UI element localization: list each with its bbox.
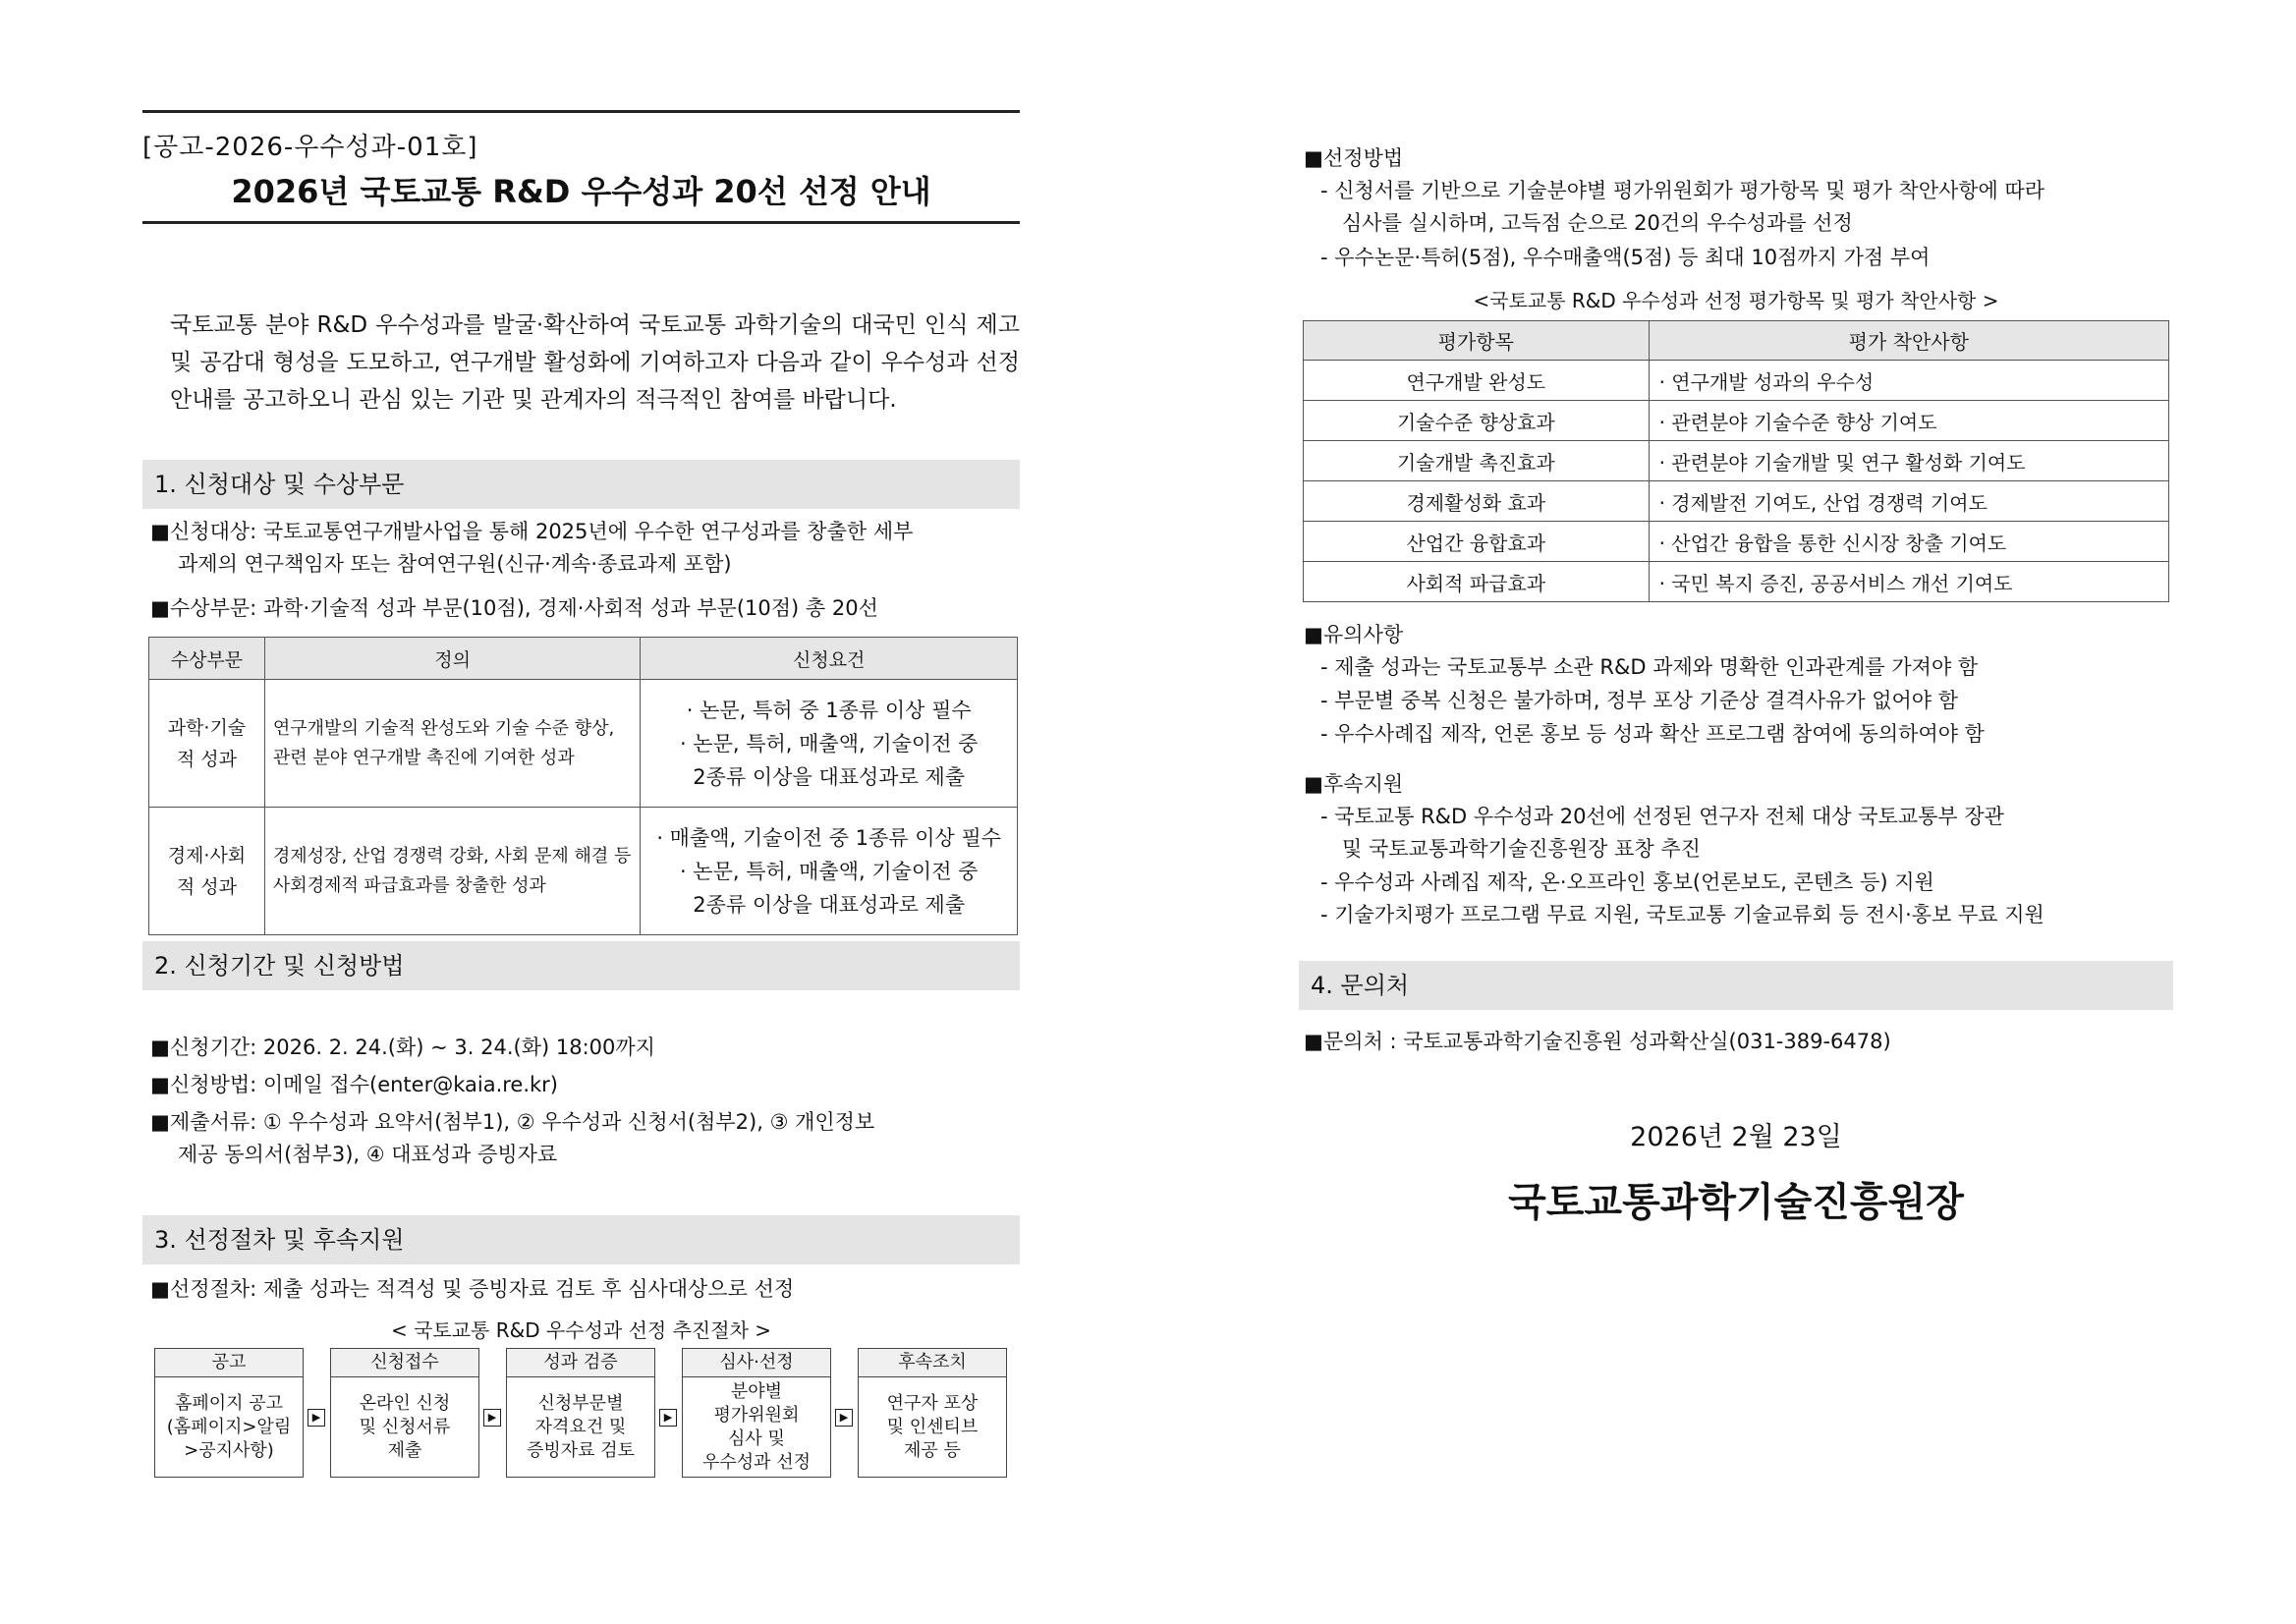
- table-row: [149, 808, 1018, 935]
- table-header-row: [1304, 321, 2169, 361]
- page-title: 2026년 국토교통 R&D 우수성과 20선 선정 안내: [231, 173, 931, 210]
- flow-step: 공고 홈페이지 공고 (홈페이지>알림 >공지사항): [154, 1348, 304, 1478]
- bullet-icon: ■: [1304, 623, 1323, 646]
- flow-step: 신청접수 온라인 신청 및 신청서류 제출: [330, 1348, 479, 1478]
- table-row: 사회적 파급효과 · 국민 복지 증진, 공공서비스 개선 기여도: [1304, 562, 2169, 602]
- intro-paragraph: 국토교통 분야 R&D 우수성과를 발굴·확산하여 국토교통 과학기술의 대국민 인식 제고 및 공감대 형성을 도모하고, 연구개발 활성화에 기여하고자 다음과 같이 우수성과 선정안내를 공고하오니 관심 있는 기관 및 관계자의 적극적인 참여를 바랍니다.: [170, 312, 1020, 413]
- bullet-period: ■신청기간: 2026. 2. 24.(화) ~ 3. 24.(화) 18:00까지: [150, 1032, 1020, 1064]
- requirements-cell: · 논문, 특허 중 1종류 이상 필수 · 논문, 특허, 매출액, 기술이전 중 2종류 이상을 대표성과로 제출: [641, 680, 1018, 808]
- bullet-icon: ■: [150, 1110, 170, 1134]
- selection-method-heading: ■선정방법: [1304, 142, 2173, 175]
- evaluation-caption: <국토교통 R&D 우수성과 선정 평가항목 및 평가 착안사항 >: [1473, 289, 1999, 312]
- flow-step: 성과 검증 신청부문별 자격요건 및 증빙자료 검토: [506, 1348, 655, 1478]
- award-category-table: [148, 637, 1018, 935]
- followup-item: - 국토교통 R&D 우수성과 20선에 선정된 연구자 전체 대상 국토교통부 장관 및 국토교통과학기술진흥원장 표창 추진: [1320, 805, 2004, 861]
- followup-item: - 기술가치평가 프로그램 무료 지원, 국토교통 기술교류회 등 전시·홍보 무료 지원: [1320, 903, 2044, 926]
- definition-cell: 경제성장, 산업 경쟁력 강화, 사회 문제 해결 등 사회경제적 파급효과를 창출한 성과: [264, 808, 641, 935]
- caution-item: - 제출 성과는 국토교통부 소관 R&D 과제와 명확한 인과관계를 가져야 함: [1320, 655, 1979, 679]
- table-row: 연구개발 완성도 · 연구개발 성과의 우수성: [1304, 361, 2169, 401]
- header-item: 평가항목: [1304, 321, 1650, 361]
- notice-number: [공고-2026-우수성과-01호]: [142, 133, 478, 162]
- bullet-documents: ■제출서류: ① 우수성과 요약서(첨부1), ② 우수성과 신청서(첨부2), ③ 개인정보 제공 동의서(첨부3), ④ 대표성과 증빙자료: [150, 1106, 1020, 1171]
- selection-desc-1: - 신청서를 기반으로 기술분야별 평가위원회가 평가항목 및 평가 착안사항에 따라 심사를 실시하며, 고득점 순으로 20건의 우수성과를 선정: [1320, 179, 2045, 235]
- section-1-heading: 1. 신청대상 및 수상부문: [142, 460, 1020, 509]
- table-row: 산업간 융합효과 · 산업간 융합을 통한 신시장 창출 기여도: [1304, 522, 2169, 562]
- caution-item: - 우수사례집 제작, 언론 홍보 등 성과 확산 프로그램 참여에 동의하여야 함: [1320, 722, 1985, 746]
- bullet-icon: ■: [1304, 1030, 1323, 1053]
- bullet-applicant: ■신청대상: 국토교통연구개발사업을 통해 2025년에 우수한 연구성과를 창출한 세부 과제의 연구책임자 또는 참여연구원(신규·계속·종료과제 포함): [150, 516, 1020, 581]
- table-header-row: [149, 638, 1018, 680]
- category-cell: 경제·사회 적 성과: [149, 808, 265, 935]
- header-category: 수상부문: [149, 638, 265, 680]
- caution-item: - 부문별 중복 신청은 불가하며, 정부 포상 기준상 결격사유가 없어야 함: [1320, 689, 1959, 712]
- issuer-name: 국토교통과학기술진흥원장: [1508, 1180, 1964, 1225]
- bullet-icon: ■: [1304, 772, 1323, 796]
- table-row: [149, 680, 1018, 808]
- bullet-icon: ■: [150, 1073, 170, 1096]
- bullet-icon: ■: [150, 520, 170, 543]
- table-row: 경제활성화 효과 · 경제발전 기여도, 산업 경쟁력 기여도: [1304, 481, 2169, 522]
- arrow-right-icon: ▶: [659, 1409, 677, 1427]
- definition-cell: 연구개발의 기술적 완성도와 기술 수준 향상, 관련 분야 연구개발 촉진에 기여한 성과: [264, 680, 641, 808]
- bullet-icon: ■: [150, 1036, 170, 1059]
- bullet-method: ■신청방법: 이메일 접수(enter@kaia.re.kr): [150, 1069, 1020, 1101]
- caution-heading: ■유의사항: [1304, 619, 2173, 651]
- procedure-flow: [154, 1348, 1019, 1478]
- header-requirements: 신청요건: [641, 638, 1018, 680]
- bullet-award-category: ■수상부문: 과학·기술적 성과 부문(10점), 경제·사회적 성과 부문(10점) 총 20선: [150, 592, 1020, 625]
- bullet-icon: ■: [150, 1277, 170, 1301]
- bullet-procedure: ■선정절차: 제출 성과는 적격성 및 증빙자료 검토 후 심사대상으로 선정: [150, 1273, 1020, 1306]
- followup-item: - 우수성과 사례집 제작, 온·오프라인 홍보(언론보도, 콘텐츠 등) 지원: [1320, 870, 1934, 894]
- issue-date: 2026년 2월 23일: [1630, 1122, 1842, 1152]
- flow-step: 심사·선정 분야별 평가위원회 심사 및 우수성과 선정: [682, 1348, 831, 1478]
- evaluation-table: [1303, 320, 2169, 602]
- followup-heading: ■후속지원: [1304, 768, 2173, 801]
- bullet-icon: ■: [1304, 146, 1323, 170]
- header-point: 평가 착안사항: [1649, 321, 2168, 361]
- bullet-icon: ■: [150, 596, 170, 620]
- contact-line: ■문의처 : 국토교통과학기술진흥원 성과확산실(031-389-6478): [1304, 1026, 2173, 1058]
- arrow-right-icon: ▶: [483, 1409, 501, 1427]
- title-box: [142, 110, 1020, 224]
- table-row: 기술개발 촉진효과 · 관련분야 기술개발 및 연구 활성화 기여도: [1304, 441, 2169, 481]
- category-cell: 과학·기술 적 성과: [149, 680, 265, 808]
- selection-desc-2: - 우수논문·특허(5점), 우수매출액(5점) 등 최대 10점까지 가점 부여: [1320, 246, 1931, 269]
- flow-caption: < 국토교통 R&D 우수성과 선정 추진절차 >: [390, 1318, 772, 1342]
- arrow-right-icon: ▶: [308, 1409, 325, 1427]
- requirements-cell: · 매출액, 기술이전 중 1종류 이상 필수 · 논문, 특허, 매출액, 기술이전 중 2종류 이상을 대표성과로 제출: [641, 808, 1018, 935]
- table-row: 기술수준 향상효과 · 관련분야 기술수준 향상 기여도: [1304, 401, 2169, 441]
- section-4-heading: 4. 문의처: [1299, 961, 2173, 1010]
- section-2-heading: 2. 신청기간 및 신청방법: [142, 941, 1020, 990]
- arrow-right-icon: ▶: [835, 1409, 853, 1427]
- flow-step: 후속조치 연구자 포상 및 인센티브 제공 등: [858, 1348, 1007, 1478]
- header-definition: 정의: [264, 638, 641, 680]
- section-3-heading: 3. 선정절차 및 후속지원: [142, 1215, 1020, 1264]
